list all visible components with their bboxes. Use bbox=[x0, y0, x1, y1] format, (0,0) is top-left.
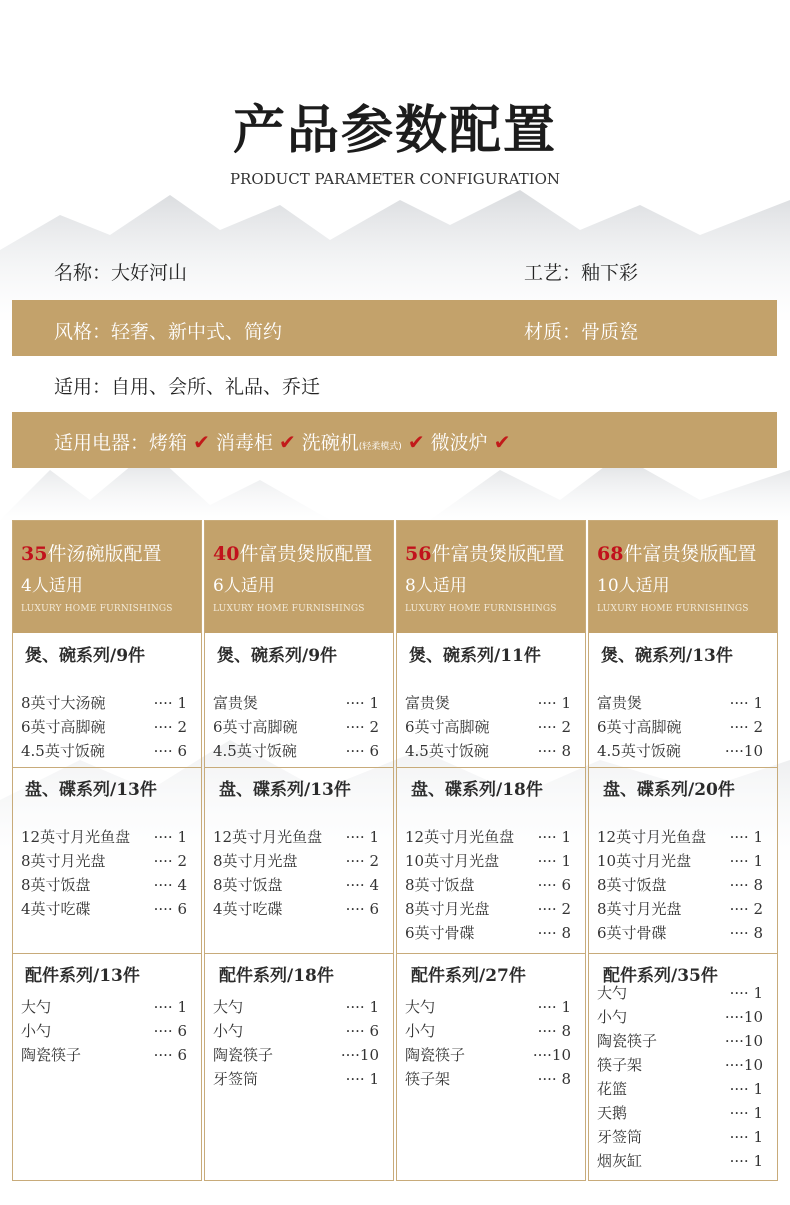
item-name: 8英寸月光盘 bbox=[405, 900, 490, 918]
list-item bbox=[21, 1043, 195, 1067]
item-name: 10英寸月光盘 bbox=[597, 852, 692, 870]
item-quantity: ····10 bbox=[532, 1046, 571, 1064]
section-header: 盘、碟系列/20件 bbox=[603, 780, 735, 800]
item-name: 富贵煲 bbox=[213, 694, 259, 712]
config-name: 件富贵煲版配置 bbox=[623, 543, 757, 565]
list-item bbox=[405, 849, 579, 873]
list-item bbox=[405, 691, 579, 715]
people-count: 10人适用 bbox=[597, 576, 670, 596]
list-item bbox=[21, 715, 195, 739]
section-header: 配件系列/18件 bbox=[219, 966, 334, 986]
section-header: 盘、碟系列/13件 bbox=[25, 780, 157, 800]
item-quantity: ···· 1 bbox=[729, 1128, 763, 1146]
item-name: 烟灰缸 bbox=[597, 1152, 643, 1170]
item-name: 富贵煲 bbox=[597, 694, 643, 712]
appliance-oven: 烤箱 bbox=[149, 432, 188, 454]
item-quantity: ···· 2 bbox=[729, 718, 763, 736]
section-header: 配件系列/27件 bbox=[411, 966, 526, 986]
column-header bbox=[13, 521, 201, 633]
item-quantity: ···· 8 bbox=[537, 1022, 571, 1040]
list-item bbox=[213, 1019, 387, 1043]
list-item bbox=[213, 995, 387, 1019]
item-name: 8英寸饭盘 bbox=[597, 876, 667, 894]
item-name: 6英寸骨碟 bbox=[405, 924, 475, 942]
list-item bbox=[405, 995, 579, 1019]
item-quantity: ···· 6 bbox=[153, 1022, 187, 1040]
item-name: 筷子架 bbox=[597, 1056, 643, 1074]
item-quantity: ···· 1 bbox=[729, 1152, 763, 1170]
dishwasher-note: (轻柔模式) bbox=[358, 442, 402, 452]
item-name: 10英寸月光盘 bbox=[405, 852, 500, 870]
item-quantity: ···· 8 bbox=[537, 924, 571, 942]
item-quantity: ···· 4 bbox=[345, 876, 379, 894]
item-quantity: ···· 1 bbox=[153, 828, 187, 846]
section-header: 煲、碗系列/9件 bbox=[217, 646, 338, 666]
config-column bbox=[204, 520, 394, 1181]
item-name: 陶瓷筷子 bbox=[597, 1032, 658, 1050]
column-header bbox=[397, 521, 585, 633]
item-quantity: ···· 2 bbox=[345, 718, 379, 736]
item-quantity: ···· 6 bbox=[345, 1022, 379, 1040]
list-item bbox=[21, 995, 195, 1019]
item-quantity: ···· 4 bbox=[153, 876, 187, 894]
item-name: 12英寸月光鱼盘 bbox=[597, 828, 707, 846]
info-row-style bbox=[12, 300, 777, 356]
item-name: 小勺 bbox=[213, 1022, 244, 1040]
list-item bbox=[21, 825, 195, 849]
section-header: 盘、碟系列/18件 bbox=[411, 780, 543, 800]
list-item bbox=[597, 849, 771, 873]
item-quantity: ···· 1 bbox=[729, 1080, 763, 1098]
list-item bbox=[21, 1019, 195, 1043]
item-name: 4.5英寸饭碗 bbox=[21, 742, 105, 760]
list-item bbox=[213, 873, 387, 897]
list-item bbox=[213, 1067, 387, 1091]
list-item bbox=[405, 1043, 579, 1067]
item-name: 8英寸月光盘 bbox=[597, 900, 682, 918]
section-divider bbox=[397, 767, 585, 768]
english-tagline: LUXURY HOME FURNISHINGS bbox=[405, 604, 557, 614]
piece-count: 56 bbox=[405, 543, 432, 565]
item-name: 4英寸吃碟 bbox=[21, 900, 91, 918]
config-name: 件富贵煲版配置 bbox=[431, 543, 565, 565]
piece-count: 68 bbox=[597, 543, 624, 565]
item-quantity: ···· 1 bbox=[729, 1104, 763, 1122]
item-quantity: ···· 1 bbox=[153, 998, 187, 1016]
list-item bbox=[213, 897, 387, 921]
info-row-name bbox=[12, 248, 777, 292]
item-name: 6英寸高脚碗 bbox=[21, 718, 106, 736]
item-quantity: ···· 1 bbox=[345, 1070, 379, 1088]
list-item bbox=[597, 873, 771, 897]
item-name: 4.5英寸饭碗 bbox=[597, 742, 681, 760]
config-name: 件汤碗版配置 bbox=[47, 543, 162, 565]
item-name: 天鹅 bbox=[597, 1104, 628, 1122]
list-item bbox=[597, 1125, 771, 1149]
config-column bbox=[396, 520, 586, 1181]
appliance-sterilizer: 消毒柜 bbox=[215, 432, 273, 454]
list-item bbox=[597, 1005, 771, 1029]
item-name: 8英寸饭盘 bbox=[21, 876, 91, 894]
english-tagline: LUXURY HOME FURNISHINGS bbox=[213, 604, 365, 614]
page-title: 产品参数配置 bbox=[232, 100, 557, 161]
item-name: 小勺 bbox=[21, 1022, 52, 1040]
item-quantity: ····10 bbox=[724, 1056, 763, 1074]
item-quantity: ···· 1 bbox=[729, 828, 763, 846]
appliance-list bbox=[54, 428, 511, 455]
list-item bbox=[213, 1043, 387, 1067]
item-quantity: ···· 2 bbox=[537, 718, 571, 736]
item-name: 8英寸饭盘 bbox=[405, 876, 475, 894]
section-divider bbox=[13, 953, 201, 954]
list-item bbox=[405, 873, 579, 897]
info-row-usage bbox=[12, 362, 777, 406]
english-tagline: LUXURY HOME FURNISHINGS bbox=[597, 604, 749, 614]
list-item bbox=[597, 1149, 771, 1173]
section-divider bbox=[397, 953, 585, 954]
section-divider bbox=[13, 767, 201, 768]
list-item bbox=[213, 825, 387, 849]
usage-field: 适用：自用、会所、礼品、乔迁 bbox=[54, 376, 321, 398]
piece-count: 40 bbox=[213, 543, 240, 565]
config-column bbox=[588, 520, 778, 1181]
item-name: 小勺 bbox=[597, 1008, 628, 1026]
item-quantity: ····10 bbox=[724, 742, 763, 760]
list-item bbox=[597, 981, 771, 1005]
item-quantity: ···· 2 bbox=[153, 718, 187, 736]
column-header bbox=[205, 521, 393, 633]
list-item bbox=[21, 873, 195, 897]
item-name: 8英寸大汤碗 bbox=[21, 694, 106, 712]
item-quantity: ···· 8 bbox=[729, 924, 763, 942]
section-divider bbox=[589, 767, 777, 768]
list-item bbox=[213, 715, 387, 739]
item-quantity: ···· 8 bbox=[729, 876, 763, 894]
column-header bbox=[589, 521, 777, 633]
list-item bbox=[405, 921, 579, 945]
config-name: 件富贵煲版配置 bbox=[239, 543, 373, 565]
item-name: 大勺 bbox=[597, 984, 628, 1002]
section-divider bbox=[589, 953, 777, 954]
item-name: 牙签筒 bbox=[597, 1128, 643, 1146]
list-item bbox=[597, 921, 771, 945]
material-field: 材质：骨质瓷 bbox=[524, 321, 639, 343]
column-title bbox=[597, 539, 756, 566]
item-quantity: ···· 6 bbox=[153, 742, 187, 760]
item-quantity: ···· 1 bbox=[537, 828, 571, 846]
item-name: 陶瓷筷子 bbox=[213, 1046, 274, 1064]
item-name: 牙签筒 bbox=[213, 1070, 259, 1088]
item-quantity: ···· 6 bbox=[537, 876, 571, 894]
item-name: 6英寸高脚碗 bbox=[597, 718, 682, 736]
list-item bbox=[405, 1067, 579, 1091]
item-name: 陶瓷筷子 bbox=[405, 1046, 466, 1064]
style-field: 风格：轻奢、新中式、简约 bbox=[54, 321, 283, 343]
item-name: 6英寸高脚碗 bbox=[213, 718, 298, 736]
item-name: 4.5英寸饭碗 bbox=[405, 742, 489, 760]
list-item bbox=[597, 897, 771, 921]
check-icon: ✔ bbox=[493, 430, 511, 454]
item-quantity: ···· 2 bbox=[537, 900, 571, 918]
item-quantity: ···· 1 bbox=[345, 694, 379, 712]
list-item bbox=[597, 715, 771, 739]
list-item bbox=[21, 691, 195, 715]
list-item bbox=[597, 739, 771, 763]
list-item bbox=[405, 715, 579, 739]
item-name: 6英寸高脚碗 bbox=[405, 718, 490, 736]
item-quantity: ····10 bbox=[724, 1008, 763, 1026]
section-header: 配件系列/13件 bbox=[25, 966, 140, 986]
item-quantity: ····10 bbox=[340, 1046, 379, 1064]
list-item bbox=[597, 691, 771, 715]
item-name: 筷子架 bbox=[405, 1070, 451, 1088]
list-item bbox=[597, 1029, 771, 1053]
item-name: 8英寸饭盘 bbox=[213, 876, 283, 894]
people-count: 6人适用 bbox=[213, 576, 275, 596]
section-header: 煲、碗系列/11件 bbox=[409, 646, 541, 666]
item-name: 8英寸月光盘 bbox=[213, 852, 298, 870]
section-header: 煲、碗系列/9件 bbox=[25, 646, 146, 666]
column-title bbox=[405, 539, 564, 566]
page-subtitle: PRODUCT PARAMETER CONFIGURATION bbox=[229, 170, 561, 188]
list-item bbox=[597, 1077, 771, 1101]
item-name: 富贵煲 bbox=[405, 694, 451, 712]
english-tagline: LUXURY HOME FURNISHINGS bbox=[21, 604, 173, 614]
item-name: 4.5英寸饭碗 bbox=[213, 742, 297, 760]
item-quantity: ···· 8 bbox=[537, 742, 571, 760]
section-header: 盘、碟系列/13件 bbox=[219, 780, 351, 800]
list-item bbox=[597, 825, 771, 849]
item-name: 12英寸月光鱼盘 bbox=[405, 828, 515, 846]
config-column bbox=[12, 520, 202, 1181]
item-quantity: ····10 bbox=[724, 1032, 763, 1050]
section-header: 配件系列/35件 bbox=[603, 966, 718, 986]
item-quantity: ···· 1 bbox=[153, 694, 187, 712]
list-item bbox=[21, 739, 195, 763]
check-icon: ✔ bbox=[278, 430, 296, 454]
people-count: 8人适用 bbox=[405, 576, 467, 596]
item-quantity: ···· 6 bbox=[153, 1046, 187, 1064]
item-quantity: ···· 6 bbox=[345, 900, 379, 918]
item-name: 陶瓷筷子 bbox=[21, 1046, 82, 1064]
check-icon: ✔ bbox=[193, 430, 210, 454]
item-quantity: ···· 2 bbox=[729, 900, 763, 918]
item-quantity: ···· 6 bbox=[345, 742, 379, 760]
piece-count: 35 bbox=[21, 543, 48, 565]
column-title bbox=[213, 539, 372, 566]
list-item bbox=[597, 1053, 771, 1077]
item-quantity: ···· 1 bbox=[537, 694, 571, 712]
item-quantity: ···· 8 bbox=[537, 1070, 571, 1088]
list-item bbox=[21, 897, 195, 921]
item-quantity: ···· 1 bbox=[345, 828, 379, 846]
craft-field: 工艺：釉下彩 bbox=[524, 262, 639, 284]
list-item bbox=[405, 1019, 579, 1043]
list-item bbox=[405, 825, 579, 849]
list-item bbox=[21, 849, 195, 873]
item-name: 12英寸月光鱼盘 bbox=[21, 828, 131, 846]
item-name: 大勺 bbox=[21, 998, 52, 1016]
appliance-microwave: 微波炉 bbox=[430, 432, 488, 454]
section-header: 煲、碗系列/13件 bbox=[601, 646, 733, 666]
list-item bbox=[213, 849, 387, 873]
item-name: 12英寸月光鱼盘 bbox=[213, 828, 323, 846]
list-item bbox=[213, 691, 387, 715]
name-field: 名称：大好河山 bbox=[54, 262, 188, 284]
item-quantity: ···· 1 bbox=[345, 998, 379, 1016]
check-icon: ✔ bbox=[407, 430, 425, 454]
info-row-appliances bbox=[12, 412, 777, 468]
list-item bbox=[405, 897, 579, 921]
item-quantity: ···· 1 bbox=[537, 852, 571, 870]
list-item bbox=[405, 739, 579, 763]
item-name: 4英寸吃碟 bbox=[213, 900, 283, 918]
section-divider bbox=[205, 767, 393, 768]
item-quantity: ···· 2 bbox=[153, 852, 187, 870]
item-quantity: ···· 2 bbox=[345, 852, 379, 870]
item-quantity: ···· 1 bbox=[729, 852, 763, 870]
item-name: 小勺 bbox=[405, 1022, 436, 1040]
item-name: 8英寸月光盘 bbox=[21, 852, 106, 870]
item-name: 花篮 bbox=[597, 1080, 628, 1098]
list-item bbox=[597, 1101, 771, 1125]
people-count: 4人适用 bbox=[21, 576, 83, 596]
item-quantity: ···· 1 bbox=[729, 984, 763, 1002]
item-name: 大勺 bbox=[213, 998, 244, 1016]
column-title bbox=[21, 539, 161, 566]
list-item bbox=[213, 739, 387, 763]
appliance-label: 适用电器： bbox=[54, 432, 150, 454]
item-quantity: ···· 1 bbox=[729, 694, 763, 712]
item-quantity: ···· 6 bbox=[153, 900, 187, 918]
appliance-dishwasher: 洗碗机 bbox=[301, 432, 359, 454]
item-quantity: ···· 1 bbox=[537, 998, 571, 1016]
item-name: 大勺 bbox=[405, 998, 436, 1016]
section-divider bbox=[205, 953, 393, 954]
item-name: 6英寸骨碟 bbox=[597, 924, 667, 942]
